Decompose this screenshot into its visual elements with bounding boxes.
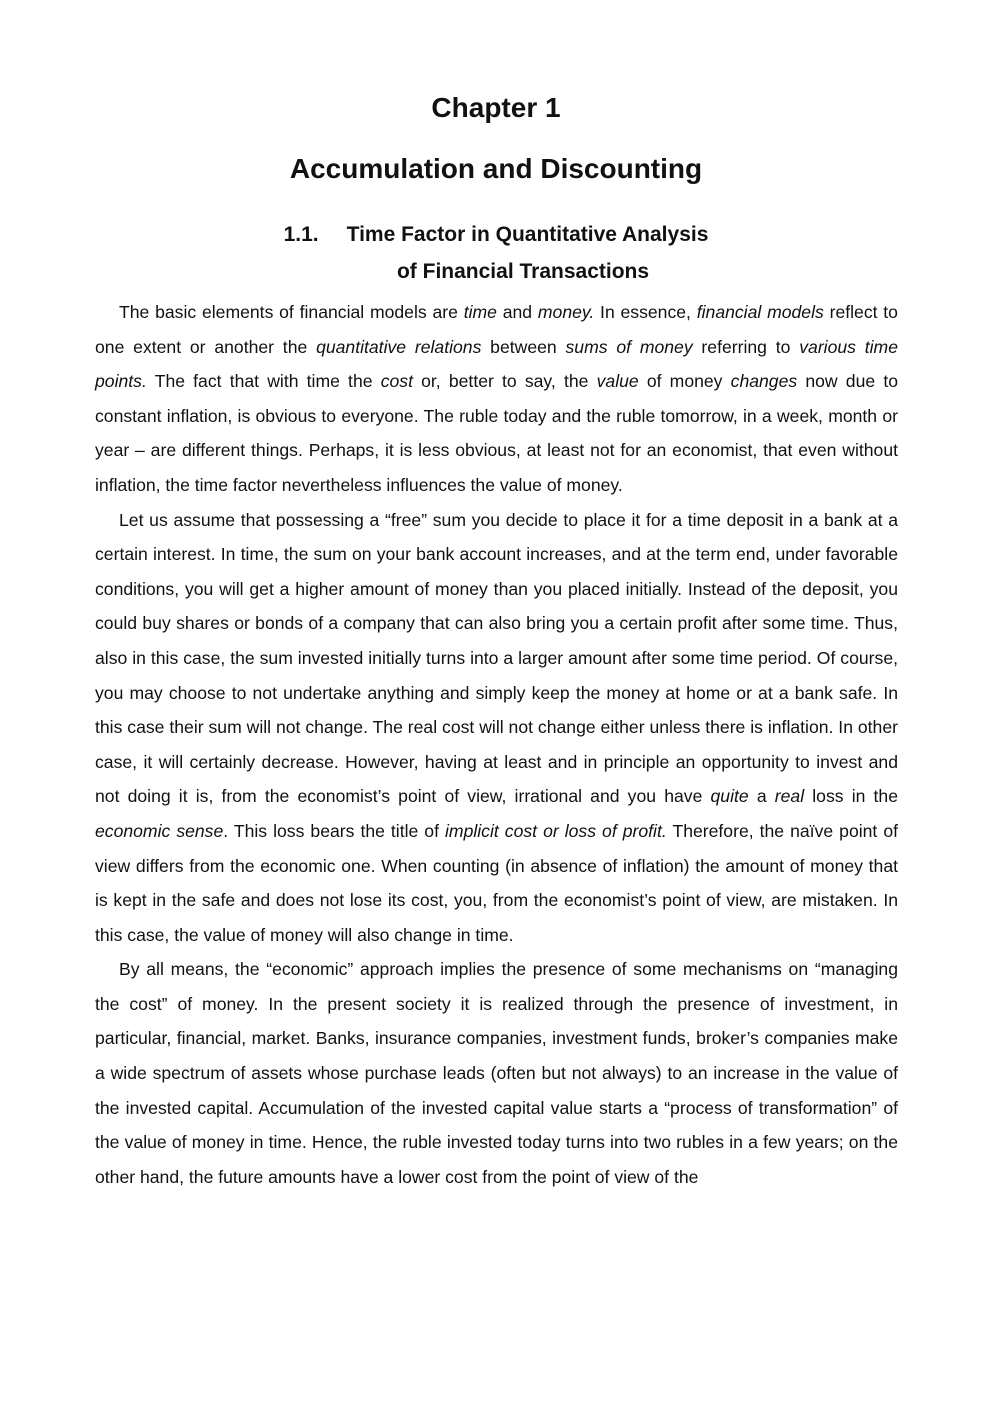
body-text: [95, 295, 898, 1194]
section-title-line2: of Financial Transactions: [396, 260, 650, 283]
italic-text: changes: [730, 371, 798, 392]
italic-text: implicit cost or loss of profit.: [445, 820, 667, 841]
chapter-number: Chapter 1: [431, 92, 561, 123]
paragraph: [95, 295, 898, 503]
italic-text: real: [774, 786, 805, 807]
italic-text: quite: [710, 786, 749, 807]
chapter-title: Accumulation and Discounting: [289, 153, 703, 184]
text-segment: loss in the: [804, 786, 898, 807]
text-segment: a: [748, 786, 775, 807]
italic-text: various time points.: [95, 336, 898, 392]
paragraph: [95, 952, 898, 1194]
text-segment: or, better to say, the: [412, 371, 597, 392]
italic-text: quantitative relations: [316, 336, 482, 357]
text-segment: Let us assume that possessing a “free” sum you decide to place it for a time deposit in a bank at a certain interest. In time, the sum on your bank account increases, and at the term end, under favorable conditions, you will get a higher amount of money than you placed initially. Instead of the deposit, you could buy shares or bonds of a company that can also bring you a certain profit after some time. Thus, also in this case, the sum invested initially turns into a larger amount after some time period. Of course, you may choose to not undertake anything and simply keep the money at home or at a bank safe. In this case their sum will not change. The real cost will not change either unless there is inflation. In other case, it will certainly decrease. However, having at least and in principle an opportunity to invest and not doing it is, from the economist’s point of view, irrational and you have: [95, 509, 898, 807]
text-segment: reflect to one extent or another the: [95, 302, 898, 357]
text-segment: between: [481, 336, 566, 357]
text-segment: referring to: [692, 336, 800, 357]
text-segment: The fact that with time the: [146, 371, 381, 392]
text-segment: By all means, the “economic” approach implies the presence of some mechanisms on “managing the cost” of money. In the present society it is realized through the presence of investment, in particular, financial, market. Banks, insurance companies, investment funds, broker’s companies make a wide spectrum of assets whose purchase leads (often but not always) to an increase in the value of the invested capital. Accumulation of the invested capital value starts a “process of transformation” of the value of money in time. Hence, the ruble invested today turns into two rubles in a few years; on the other hand, the future amounts have a lower cost from the point of view of the: [95, 959, 898, 1187]
paragraph: [95, 503, 898, 953]
text-segment: . This loss bears the title of: [223, 820, 446, 841]
section-number: 1.1.: [283, 223, 319, 246]
italic-text: sums of money: [565, 336, 693, 357]
text-segment: In essence,: [594, 302, 697, 322]
section-heading-line1: [0, 216, 992, 253]
text-segment: of money: [638, 371, 731, 392]
italic-text: financial models: [696, 302, 824, 322]
italic-text: time: [463, 302, 497, 322]
section-title-line1: Time Factor in Quantitative Analysis: [346, 223, 709, 246]
italic-text: value: [596, 371, 639, 392]
text-segment: and: [496, 302, 538, 322]
italic-text: cost: [380, 371, 413, 392]
text-segment: Therefore, the naïve point of view differs from the economic one. When counting (in absence of inflation) the amount of money that is kept in the safe and does not lose its cost, you, from the economist’s point of view, are mistaken. In this case, the value of money will also change in time.: [95, 820, 899, 945]
text-segment: The basic elements of financial models are: [119, 302, 464, 322]
italic-text: money.: [537, 302, 595, 322]
section-heading: [0, 216, 992, 290]
italic-text: economic sense: [95, 820, 224, 841]
text-segment: now due to constant inflation, is obvious to everyone. The ruble today and the ruble tomorrow, in a week, month or year – are different things. Perhaps, it is less obvious, at least not for an economist, that even without inflation, the time factor nevertheless influences the value of money.: [95, 371, 898, 495]
